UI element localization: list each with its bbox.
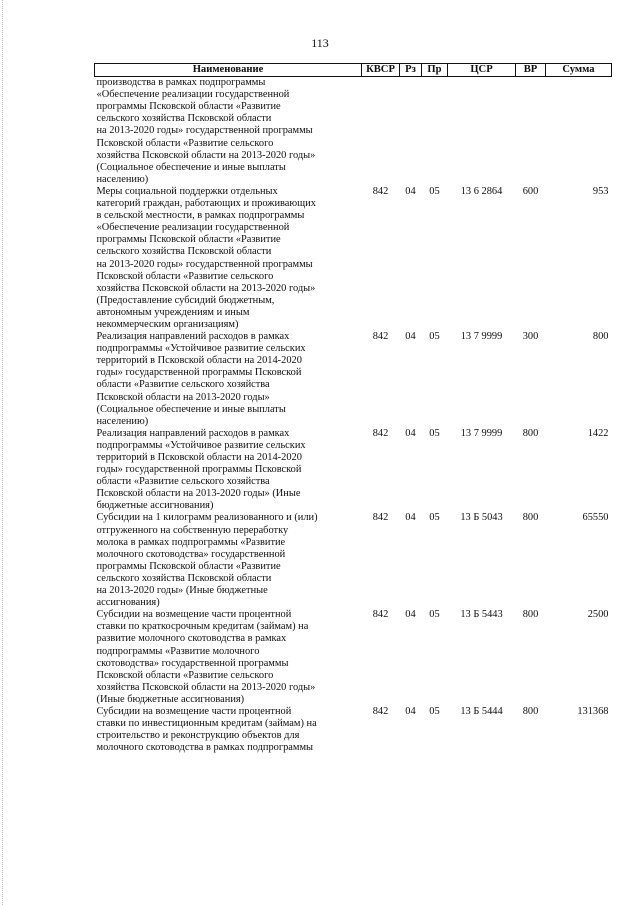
cell-csr: 13 6 2864 [460, 185, 503, 197]
name-line: области «Развитие сельского хозяйства [96, 379, 270, 391]
name-line: сельского хозяйства Псковской области [96, 113, 272, 125]
cell-vr: 800 [522, 609, 539, 621]
name-line: Субсидии на 1 килограмм реализованного и (или) [96, 512, 318, 524]
name-line: в сельской местности, в рамках подпрограммы [96, 210, 305, 222]
header-sum: Сумма [546, 64, 612, 77]
cell-csr: 13 7 9999 [460, 331, 503, 343]
table-row [95, 512, 612, 609]
cell-csr: 13 Б 5443 [460, 609, 503, 621]
cell-rz: 04 [405, 609, 416, 621]
name-line: развитие молочного скотоводства в рамках [96, 633, 287, 645]
name-line: Псковской области «Развитие сельского [96, 270, 274, 282]
row-name [95, 186, 362, 331]
name-line: территорий в Псковской области на 2014-2020 [96, 452, 302, 463]
cell-vr: 800 [522, 512, 539, 524]
cell-vr: 800 [522, 427, 539, 439]
name-line: (Социальное обеспечение и иные выплаты [96, 161, 286, 173]
name-line: хозяйства Псковской области на 2013-2020 годы» [96, 282, 316, 294]
name-line: молочного скотоводства в рамках подпрограммы [96, 742, 314, 754]
row-name [95, 609, 362, 706]
cell-kvsr: 842 [372, 512, 389, 524]
name-line: (Социальное обеспечение и иные выплаты [96, 403, 286, 415]
cell-pr: 05 [429, 609, 440, 621]
name-line: годы» государственной программы Псковской [96, 464, 302, 476]
cell-kvsr: 842 [372, 427, 389, 439]
header-kvsr: КВСР [362, 64, 400, 77]
row-name [95, 706, 362, 754]
header-csr: ЦСР [448, 64, 516, 77]
name-line: на 2013-2020 годы» государственной программы [96, 125, 313, 137]
name-line: ставки по инвестиционным кредитам (займам) на [96, 718, 317, 730]
header-pr: Пр [422, 64, 448, 77]
continuation-name [95, 77, 362, 186]
name-line: подпрограммы «Развитие молочного [96, 645, 260, 657]
page-number: 113 [311, 36, 329, 50]
name-line: годы» государственной программы Псковской [96, 367, 302, 379]
name-line: области «Развитие сельского хозяйства [96, 476, 270, 488]
name-line: хозяйства Псковской области на 2013-2020 годы» [96, 149, 316, 161]
name-line: Псковской области на 2013-2020 годы» [96, 391, 270, 403]
cell-rz: 04 [405, 705, 416, 717]
table-row [95, 428, 612, 513]
name-line: строительство и реконструкцию объектов для [96, 730, 300, 742]
cell-csr: 13 Б 5043 [460, 512, 503, 524]
name-line: молока в рамках подпрограммы «Развитие [96, 536, 286, 548]
cell-sum: 131368 [577, 705, 609, 717]
name-line: Субсидии на возмещение части процентной [96, 705, 292, 717]
cell-kvsr: 842 [372, 609, 389, 621]
cell-rz: 04 [405, 331, 416, 343]
header-vr: ВР [516, 64, 546, 77]
name-line: (Предоставление субсидий бюджетным, [96, 294, 275, 306]
name-line: «Обеспечение реализации государственной [96, 89, 290, 101]
name-line: некоммерческим организациям) [96, 318, 239, 330]
cell-kvsr: 842 [372, 705, 389, 717]
name-line: ассигнования) [96, 597, 160, 609]
row-name [95, 428, 362, 513]
cell-rz: 04 [405, 427, 416, 439]
cell-rz: 04 [405, 512, 416, 524]
name-line: подпрограммы «Устойчивое развитие сельских [96, 343, 306, 355]
cell-kvsr: 842 [372, 331, 389, 343]
cell-pr: 05 [429, 185, 440, 197]
cell-pr: 05 [429, 427, 440, 439]
name-line: хозяйства Псковской области на 2013-2020 годы» [96, 681, 316, 693]
table-row-continuation [95, 77, 612, 186]
name-line: Псковской области «Развитие сельского [96, 137, 274, 149]
name-line: Субсидии на возмещение части процентной [96, 609, 292, 621]
name-line: категорий граждан, работающих и проживающих [96, 198, 316, 210]
cell-sum: 1422 [587, 427, 609, 439]
row-name [95, 331, 362, 428]
budget-table [94, 63, 612, 754]
scan-edge [2, 0, 4, 905]
name-line: населению) [96, 415, 149, 427]
header-rz: Рз [400, 64, 422, 77]
table-row [95, 331, 612, 428]
name-line: на 2013-2020 годы» государственной программы [96, 258, 313, 270]
name-line: программы Псковской области «Развитие [96, 101, 281, 113]
name-line: Меры социальной поддержки отдельных [96, 185, 278, 197]
name-line: сельского хозяйства Псковской области [96, 246, 272, 258]
table-row [95, 609, 612, 706]
cell-kvsr: 842 [372, 185, 389, 197]
cell-vr: 600 [522, 185, 539, 197]
cell-pr: 05 [429, 512, 440, 524]
name-line: (Иные бюджетные ассигнования) [96, 693, 245, 705]
name-line: сельского хозяйства Псковской области [96, 572, 272, 584]
cell-csr: 13 7 9999 [460, 427, 503, 439]
table-row [95, 186, 612, 331]
cell-sum: 953 [592, 185, 609, 197]
name-line: территорий в Псковской области на 2014-2020 [96, 355, 302, 367]
name-line: Псковской области «Развитие сельского [96, 669, 274, 681]
name-line: населению) [96, 173, 149, 185]
name-line: ставки по краткосрочным кредитам (займам) на [96, 621, 309, 633]
table-header-row [95, 64, 612, 77]
name-line: на 2013-2020 годы» (Иные бюджетные [96, 585, 268, 597]
cell-sum: 800 [592, 331, 609, 343]
cell-pr: 05 [429, 705, 440, 717]
table-row [95, 706, 612, 754]
cell-vr: 300 [522, 331, 539, 343]
name-line: отгруженного на собственную переработку [96, 524, 289, 536]
name-line: Реализация направлений расходов в рамках [96, 427, 290, 439]
name-line: Псковской области на 2013-2020 годы» (Иные [96, 488, 301, 500]
cell-vr: 800 [522, 705, 539, 717]
cell-sum: 65550 [582, 512, 609, 524]
cell-pr: 05 [429, 331, 440, 343]
cell-rz: 04 [405, 185, 416, 197]
row-name [95, 512, 362, 609]
name-line: производства в рамках подпрограммы [96, 77, 266, 89]
name-line: скотоводства» государственной программы [96, 657, 289, 669]
name-line: автономным учреждениям и иным [96, 306, 250, 318]
header-name: Наименование [95, 64, 362, 77]
name-line: бюджетные ассигнования) [96, 500, 214, 512]
name-line: молочного скотоводства» государственной [96, 548, 286, 560]
name-line: программы Псковской области «Развитие [96, 234, 281, 246]
name-line: программы Псковской области «Развитие [96, 560, 281, 572]
name-line: «Обеспечение реализации государственной [96, 222, 290, 234]
cell-sum: 2500 [587, 609, 609, 621]
cell-csr: 13 Б 5444 [460, 705, 503, 717]
name-line: Реализация направлений расходов в рамках [96, 331, 290, 343]
name-line: подпрограммы «Устойчивое развитие сельских [96, 439, 306, 451]
